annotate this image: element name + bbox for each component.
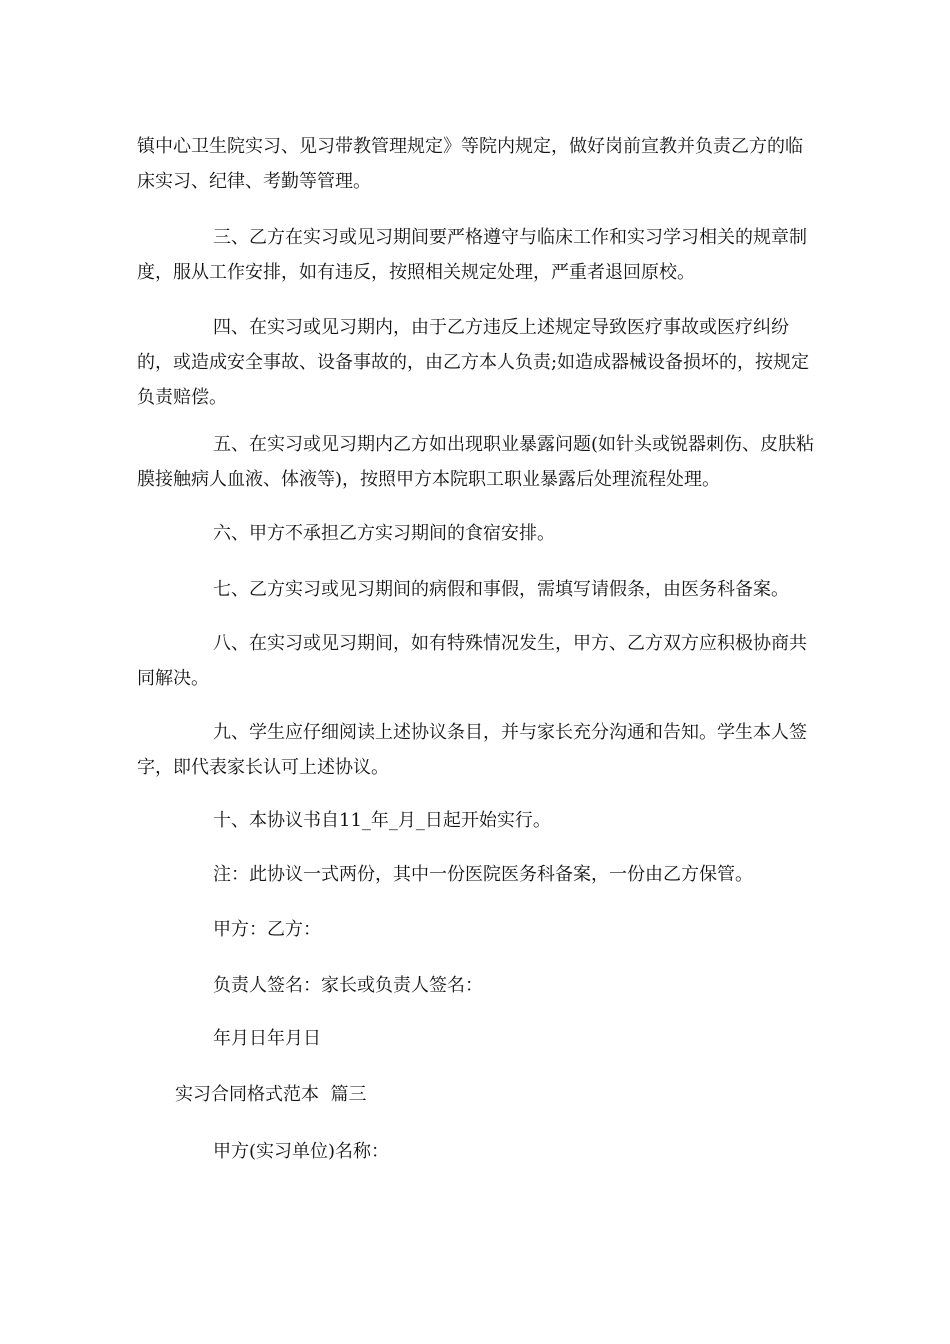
- paragraph-clause-3: 三、乙方在实习或见习期间要严格遵守与临床工作和实习学习相关的规章制度，服从工作安排，如有违反，按照相关规定处理，严重者退回原校。: [137, 227, 807, 283]
- paragraph-intro-continued: 镇中心卫生院实习、见习带教管理规定》等院内规定，做好岗前宣教并负责乙方的临床实习、纪律、考勤等管理。: [137, 136, 803, 192]
- signers-line: 负责人签名：家长或负责人签名：: [213, 975, 483, 996]
- paragraph-clause-9: 九、学生应仔细阅读上述协议条目，并与家长充分沟通和告知。学生本人签字，即代表家长认可上述协议。: [137, 722, 807, 778]
- dates-line: 年月日年月日: [213, 1028, 321, 1049]
- party-a-name-line: 甲方(实习单位)名称：: [213, 1141, 390, 1162]
- parties-line: 甲方：乙方：: [213, 919, 321, 940]
- note-line: 注：此协议一式两份，其中一份医院医务科备案，一份由乙方保管。: [213, 864, 753, 885]
- paragraph-clause-5: 五、在实习或见习期内乙方如出现职业暴露问题(如针头或锐器刺伤、皮肤粘膜接触病人血液、体液等)，按照甲方本院职工职业暴露后处理流程处理。: [137, 434, 815, 490]
- paragraph-clause-10: 十、本协议书自11_年_月_日起开始实行。: [213, 810, 551, 831]
- paragraph-clause-7: 七、乙方实习或见习期间的病假和事假，需填写请假条，由医务科备案。: [213, 579, 789, 600]
- paragraph-clause-4: 四、在实习或见习期内，由于乙方违反上述规定导致医疗事故或医疗纠纷的，或造成安全事故、设备事故的，由乙方本人负责;如造成器械设备损坏的，按规定负责赔偿。: [137, 317, 810, 408]
- paragraph-clause-6: 六、甲方不承担乙方实习期间的食宿安排。: [213, 523, 555, 544]
- section-heading: 实习合同格式范本 篇三: [175, 1084, 367, 1105]
- paragraph-clause-8: 八、在实习或见习期间，如有特殊情况发生，甲方、乙方双方应积极协商共同解决。: [137, 633, 807, 689]
